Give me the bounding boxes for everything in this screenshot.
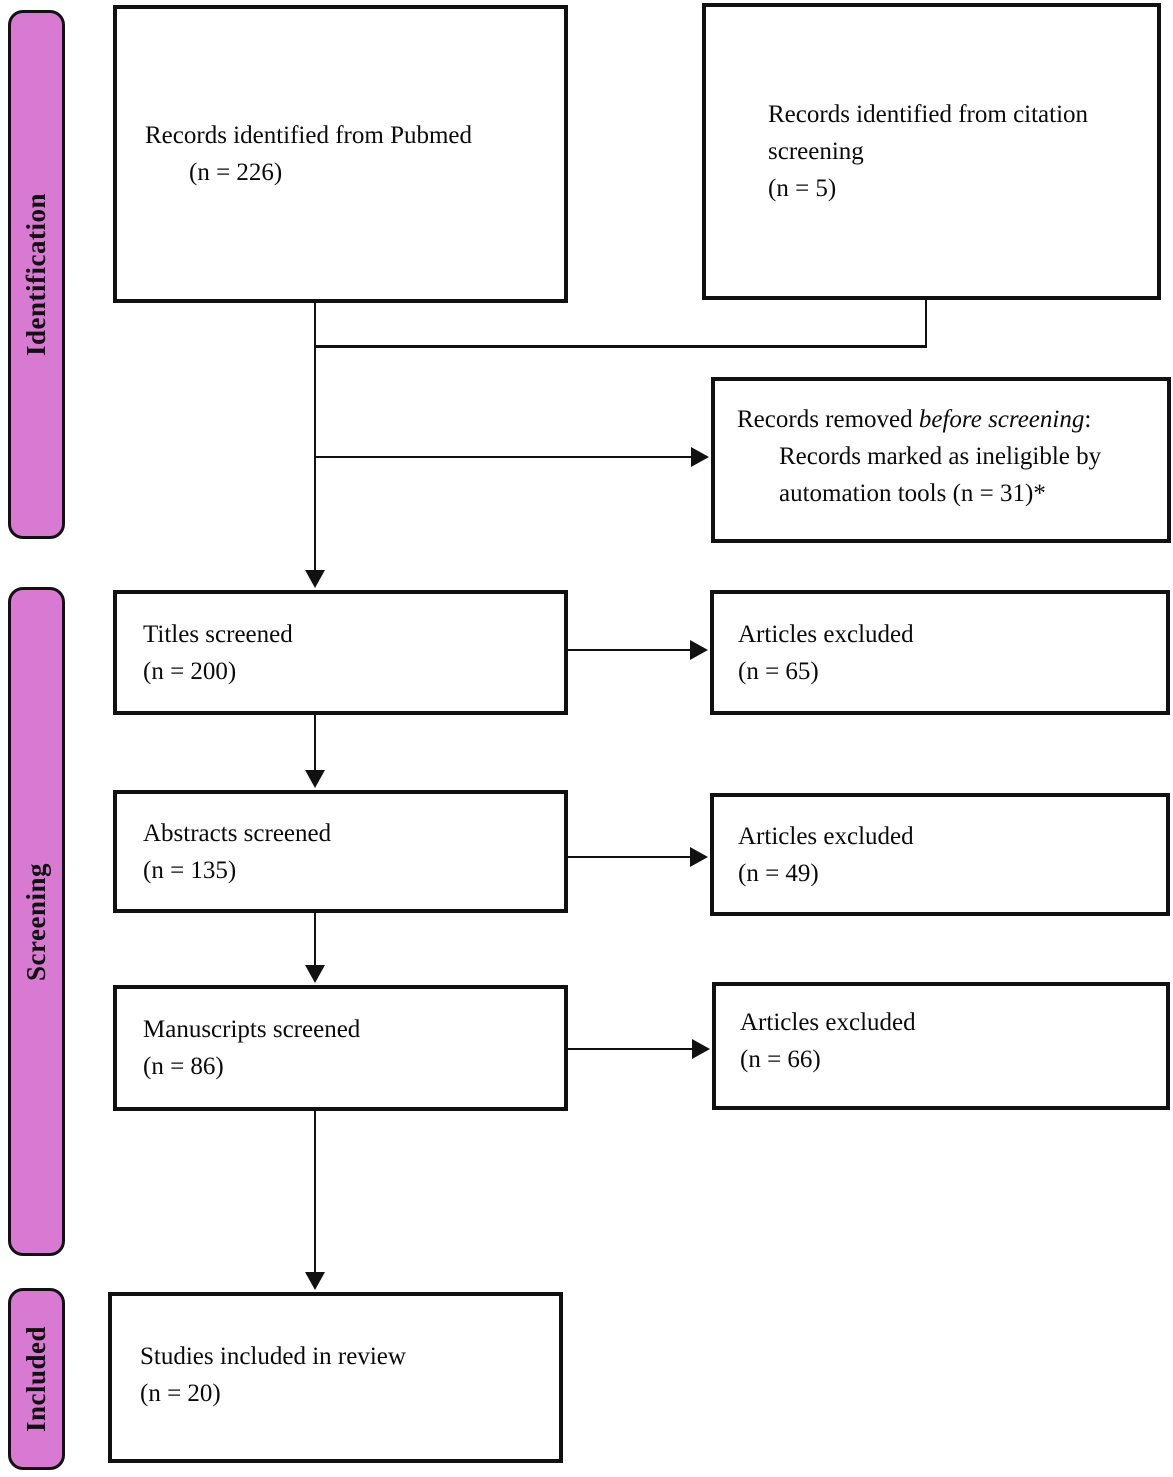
box-title: Studies included in review (140, 1343, 406, 1370)
arrow-line-manuscripts-excluded (568, 1048, 694, 1050)
arrowhead-into-abstracts-screened (305, 770, 325, 788)
stage-label-identification (8, 10, 65, 539)
box-abstracts-screened (113, 790, 568, 913)
box-records-identified-citation (702, 3, 1161, 300)
box-title: Titles screened (143, 620, 293, 648)
box-title: Abstracts screened (143, 819, 332, 847)
box-title: Articles excluded (738, 822, 914, 850)
box-title (737, 401, 1157, 438)
box-count: (n = 200) (143, 657, 237, 685)
arrowhead-into-manuscripts-screened (305, 965, 325, 983)
box-title: Records identified from Pubmed (145, 122, 473, 149)
arrow-line-abstracts-to-manuscripts (314, 913, 316, 968)
arrow-line-titles-excluded (568, 649, 692, 651)
box-count: (n = 66) (740, 1046, 821, 1073)
box-records-removed-before-screening (711, 377, 1171, 543)
box-count: (n = 135) (143, 856, 237, 884)
arrowhead-into-titles-excluded (690, 640, 708, 660)
stage-label-text: Included (21, 1325, 51, 1433)
box-count: (n = 65) (738, 657, 819, 685)
box-count: (n = 226) (189, 159, 283, 186)
box-records-identified-pubmed (113, 5, 568, 303)
arrowhead-into-titles-screened (305, 570, 325, 588)
arrowhead-into-studies-included (305, 1272, 325, 1290)
box-titles-screened (113, 590, 568, 715)
box-detail-line: Records marked as ineligible by (779, 443, 1102, 470)
box-articles-excluded-titles (710, 590, 1170, 715)
box-count: (n = 20) (140, 1380, 221, 1407)
arrowhead-into-abstracts-excluded (690, 847, 708, 867)
stage-label-included (8, 1288, 65, 1470)
stage-label-text: Identification (21, 192, 51, 356)
box-title: Records identified from citation screening (768, 101, 1089, 165)
box-title: Articles excluded (740, 1009, 916, 1036)
box-articles-excluded-manuscripts (712, 982, 1170, 1110)
box-manuscripts-screened (113, 985, 568, 1111)
removed-suffix: : (1084, 406, 1092, 433)
box-articles-excluded-abstracts (710, 793, 1170, 916)
arrow-line-to-records-removed (315, 456, 693, 458)
arrow-line-manuscripts-to-included (314, 1111, 316, 1275)
box-count: (n = 49) (738, 859, 819, 887)
removed-emphasis: before screening (918, 406, 1085, 433)
box-count: (n = 5) (768, 175, 837, 202)
connector-merge-horizontal-line (314, 345, 927, 348)
box-detail-line: automation tools (n = 31)* (779, 480, 1046, 507)
box-studies-included-in-review (108, 1292, 563, 1463)
stage-label-screening (8, 587, 65, 1256)
box-title: Manuscripts screened (143, 1016, 361, 1043)
arrowhead-into-records-removed (691, 447, 709, 467)
arrowhead-into-manuscripts-excluded (692, 1039, 710, 1059)
arrow-line-abstracts-excluded (568, 856, 692, 858)
removed-prefix: Records removed (737, 406, 919, 433)
box-count: (n = 86) (143, 1053, 224, 1080)
arrow-line-titles-to-abstracts (314, 715, 316, 773)
stage-label-text: Screening (21, 862, 51, 981)
connector-citation-stub-line (925, 300, 927, 347)
box-title: Articles excluded (738, 620, 914, 648)
